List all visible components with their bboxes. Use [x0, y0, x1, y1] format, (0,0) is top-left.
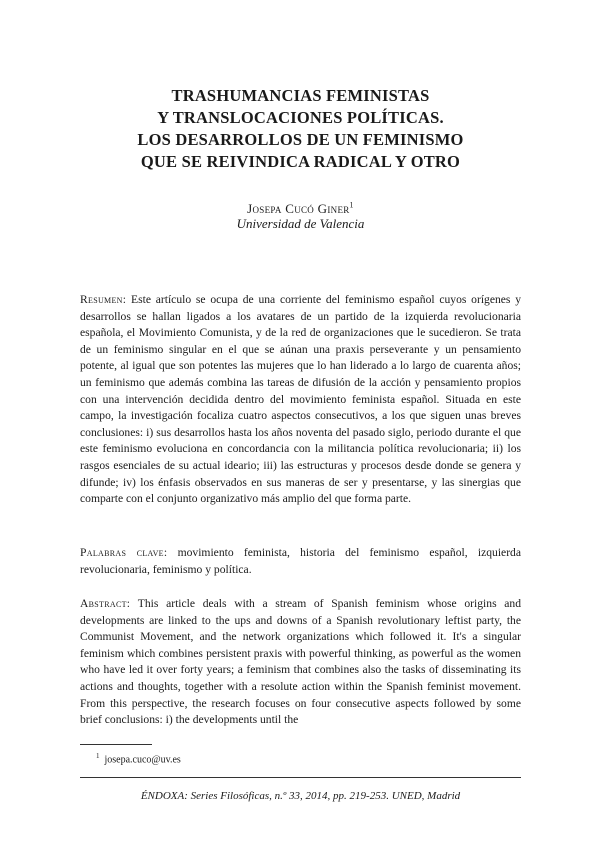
footer-divider: [80, 777, 521, 778]
article-title: [60, 85, 541, 173]
resumen-paragraph: [80, 292, 521, 508]
abstract-text: This article deals with a stream of Spanish feminism whose origins and developments are linked to the ups and downs of a Spanish revolutionary leftist party, the Communist Movement, and the network organizations which followed it. It's a singular feminism which combines persistent praxis with powerful thinking, as powerful as the women who have led it over forty years; a feminism that combines also the tasks of disseminating its actions and thoughts, together with a resolute action within the Spanish feminist movement. From this perspective, the research focuses on four consecutive aspects followed by some brief conclusions: i) the developments until the: [80, 597, 521, 727]
footnote: [96, 749, 181, 767]
journal-citation: ÉNDOXA: Series Filosóficas, n.º 33, 2014, pp. 219-253. UNED, Madrid: [140, 790, 461, 802]
author-name: Josepa Cucó Giner$^1$: [247, 201, 354, 217]
abstract-label: Abstract:: [80, 597, 131, 610]
abstract-paragraph: [80, 596, 521, 729]
footnote-divider: [80, 744, 152, 745]
title-line-4: QUE SE REIVINDICA RADICAL Y OTRO: [140, 152, 461, 171]
keywords-label: Palabras clave:: [80, 546, 168, 559]
keywords-text: movimiento feminista, historia del feminismo español, izquierda revolucionaria, feminismo y política.: [80, 546, 521, 576]
title-line-3: LOS DESARROLLOS DE UN FEMINISMO: [137, 130, 464, 149]
keywords-paragraph: [80, 545, 521, 578]
footnote-mark: 1: [96, 752, 100, 760]
title-line-1: TRASHUMANCIAS FEMINISTAS: [171, 86, 430, 105]
author-footnote-mark: 1: [349, 201, 354, 210]
author-affiliation: Universidad de Valencia: [236, 216, 365, 231]
footnote-email: josepa.cuco@uv.es: [104, 754, 181, 766]
resumen-text: Este artículo se ocupa de una corriente del feminismo español cuyos orígenes y desarrollos se hallan ligados a los avatares de un partido de la izquierda revolucionaria española, el Movimiento Comunista, y de la red de organizaciones que le sucedieron. Se trata de un feminismo singular en el que se aúnan una praxis perseverante y un pensamiento potente, al igual que son potentes las mujeres que lo han liderado a lo largo de cuarenta años; un feminismo que además combina las tareas de difusión de la acción y pensamiento propios con una intervención decidida dentro del movimiento feminista español. Situada en este campo, la investigación focaliza cuatro aspectos consecutivos, a los que siguen unas breves conclusiones: i) sus desarrollos hasta los años noventa del pasado siglo, periodo durante el que este feminismo evoluciona en concordancia con la militancia política revolucionaria; ii) los rasgos esenciales de su actual ideario; iii) las estructuras y procesos desde donde se genera y difunde; iv) los énfasis observados en sus maneras de ser y presentarse, y las sinergias que comparte con el conjunto organizativo más amplio del que forma parte.: [80, 293, 521, 506]
resumen-label: Resumen:: [80, 293, 127, 306]
title-line-2: Y TRANSLOCACIONES POLÍTICAS.: [157, 108, 444, 127]
